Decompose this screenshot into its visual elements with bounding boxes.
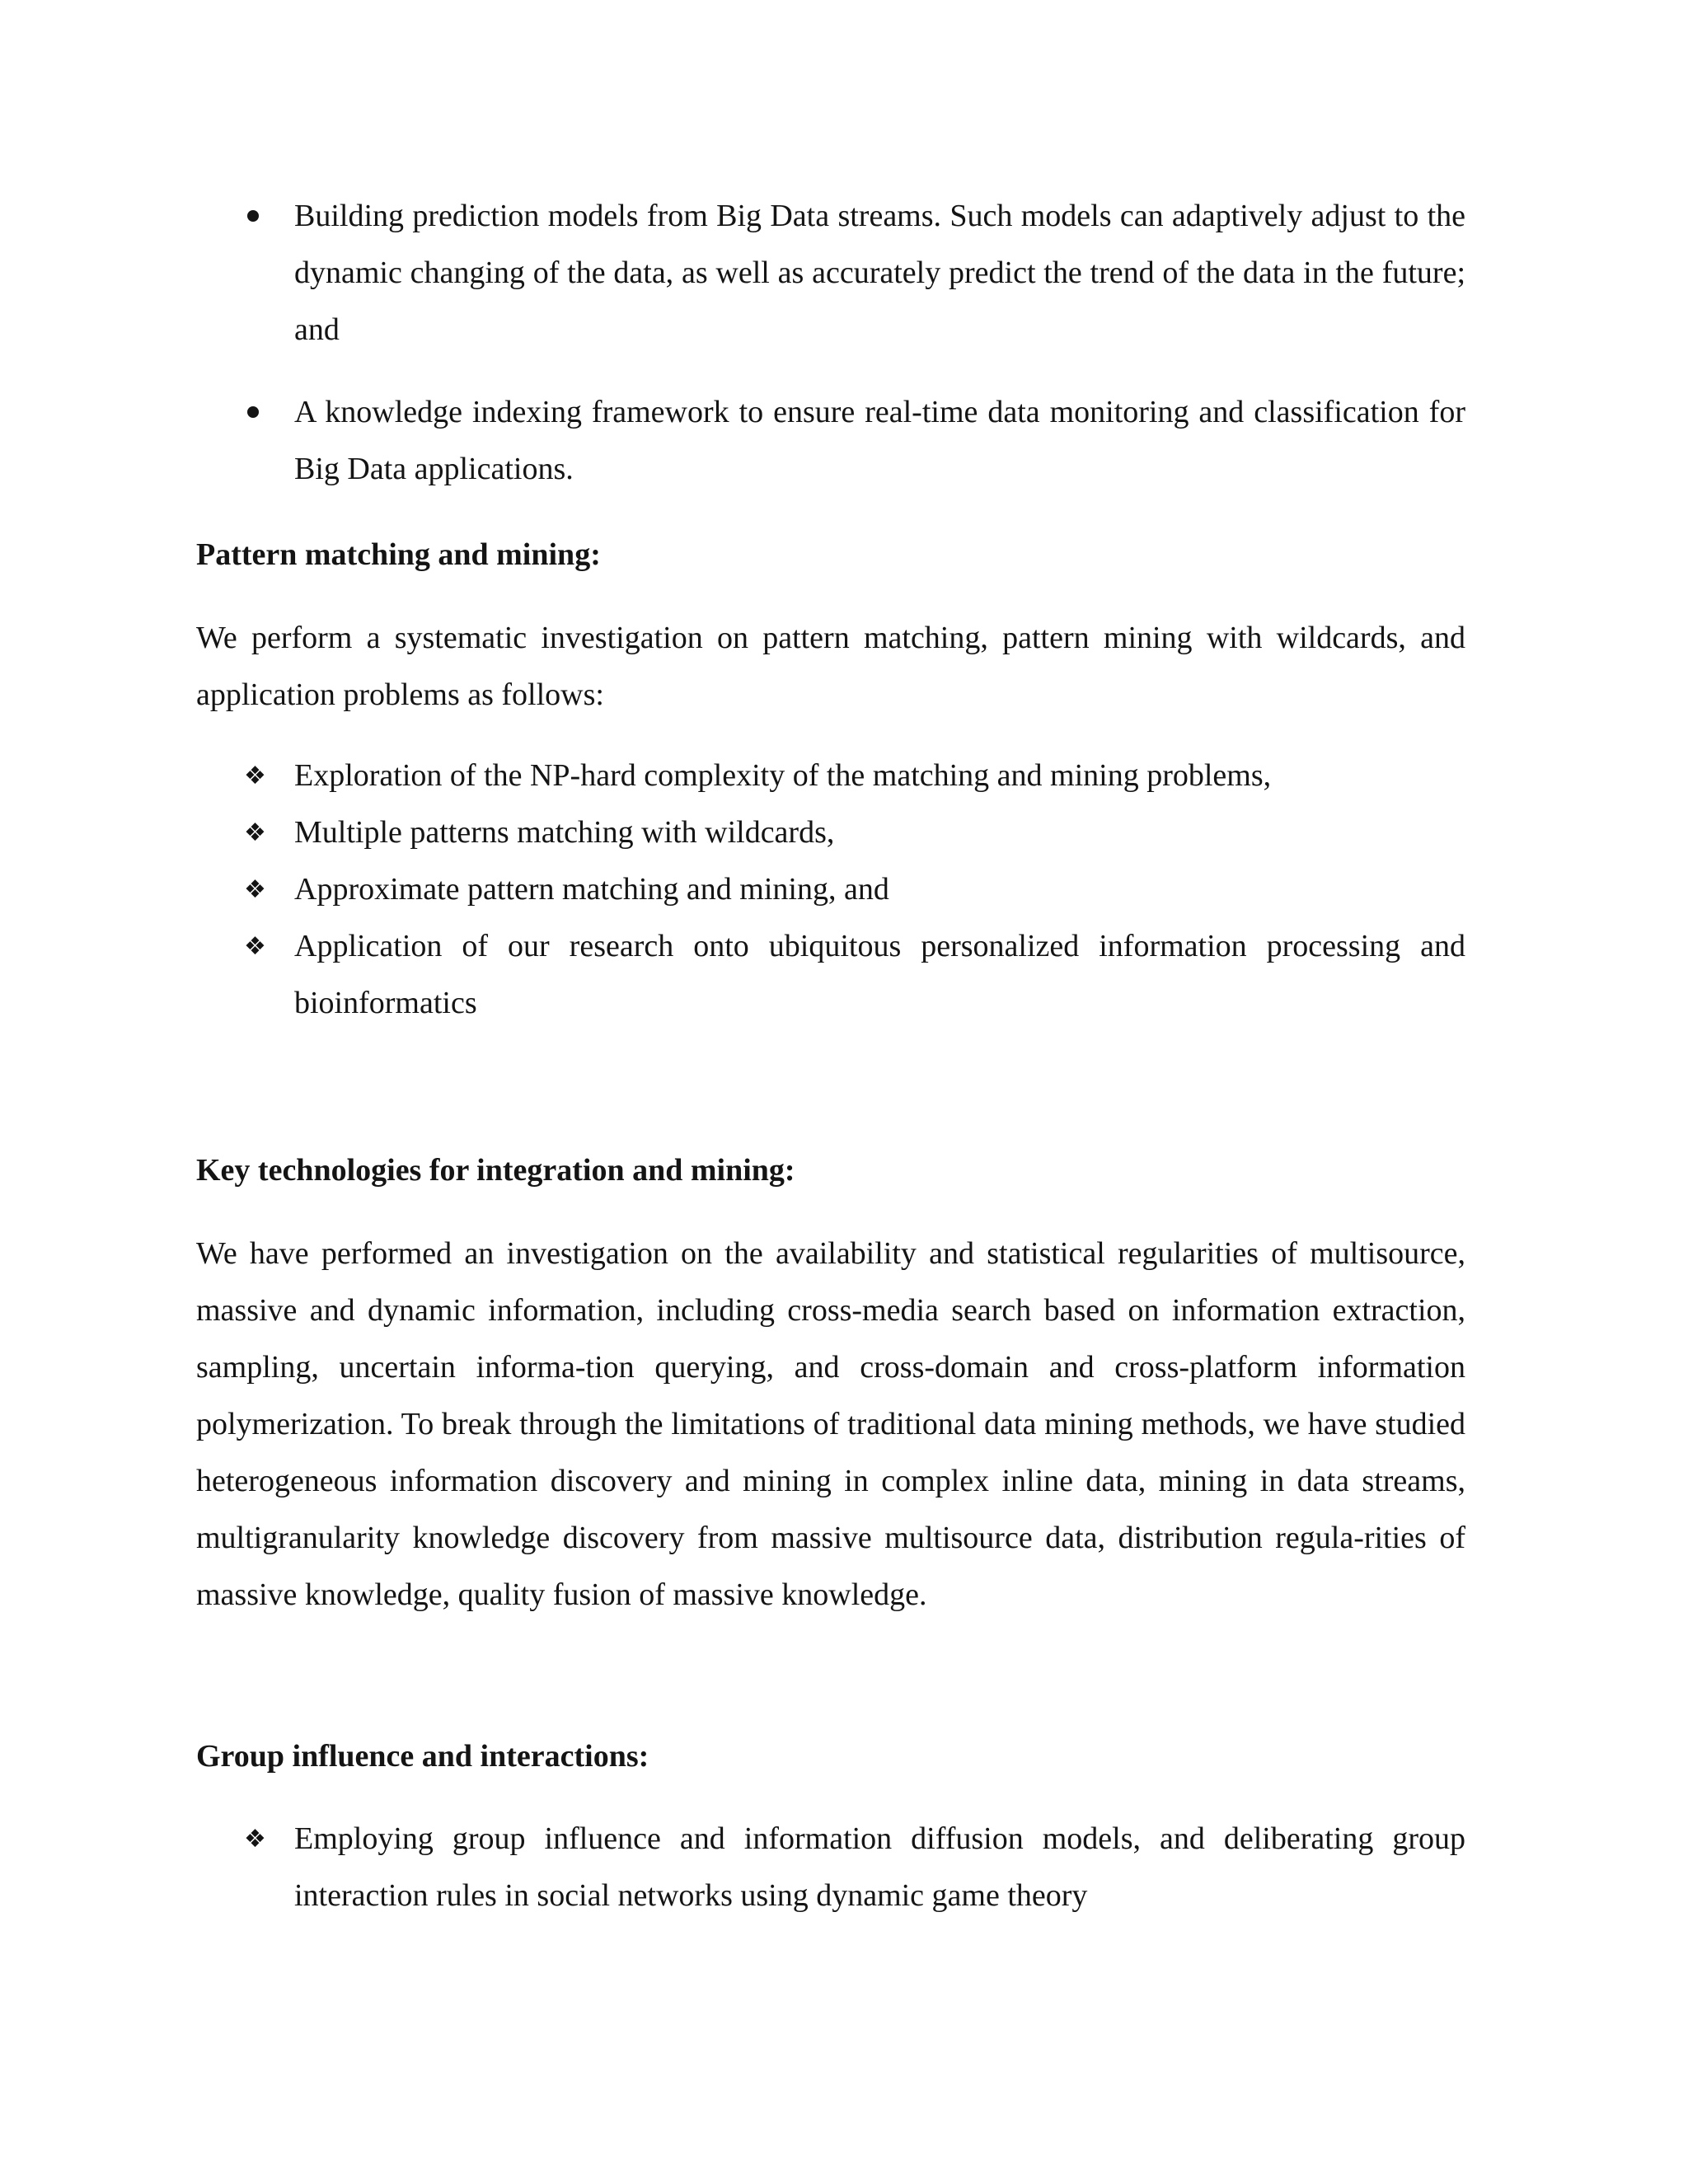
list-item-text: Approximate pattern matching and mining, and — [294, 872, 889, 907]
list-item — [196, 748, 1465, 804]
list-item — [196, 1811, 1465, 1924]
bullet-dot-icon — [247, 210, 259, 222]
list-item-text: Application of our research onto ubiquitous personalized information processing and bioinformatics — [294, 929, 1465, 1020]
section-paragraph: We have performed an investigation on the availability and statistical regularities of multisource, massive and dynamic information, including cross-media search based on information extraction, sampling, uncertain informa-tion querying, and cross-domain and cross-platform information polymerization. To break through the limitations of traditional data mining methods, we have studied heterogeneous information discovery and mining in complex inline data, mining in data streams, multigranularity knowledge discovery from massive multisource data, distribution regula-rities of massive knowledge, quality fusion of massive knowledge. — [196, 1236, 1465, 1612]
bullet-dot-icon — [247, 406, 259, 418]
list-item-text: Employing group influence and information diffusion models, and deliberating group interaction rules in social networks using dynamic game theory — [294, 1821, 1465, 1913]
list-item-text: Exploration of the NP-hard complexity of the matching and mining problems, — [294, 758, 1272, 793]
diamond-bullet-icon: ❖ — [244, 762, 266, 790]
diamond-bullet-icon: ❖ — [244, 818, 266, 847]
list-item — [196, 804, 1465, 861]
list-item-text: A knowledge indexing framework to ensure real-time data monitoring and classification for Big Data applications. — [294, 395, 1465, 486]
list-item — [196, 188, 1465, 359]
section-heading: Group influence and interactions: — [196, 1739, 649, 1774]
diamond-bullet-icon: ❖ — [244, 875, 266, 904]
diamond-bullet-icon: ❖ — [244, 1825, 266, 1854]
list-item — [196, 861, 1465, 918]
section-heading: Key technologies for integration and mining: — [196, 1153, 795, 1188]
list-item-text: Multiple patterns matching with wildcards, — [294, 815, 835, 850]
list-item-text: Building prediction models from Big Data streams. Such models can adaptively adjust to the dynamic changing of the data, as well as accurately predict the trend of the data in the future; and — [294, 199, 1465, 347]
list-item — [196, 384, 1465, 498]
list-item — [196, 918, 1465, 1032]
section-paragraph: We perform a systematic investigation on pattern matching, pattern mining with wildcards, and application problems as follows: — [196, 621, 1465, 712]
section-heading: Pattern matching and mining: — [196, 537, 601, 572]
diamond-bullet-icon: ❖ — [244, 932, 266, 961]
